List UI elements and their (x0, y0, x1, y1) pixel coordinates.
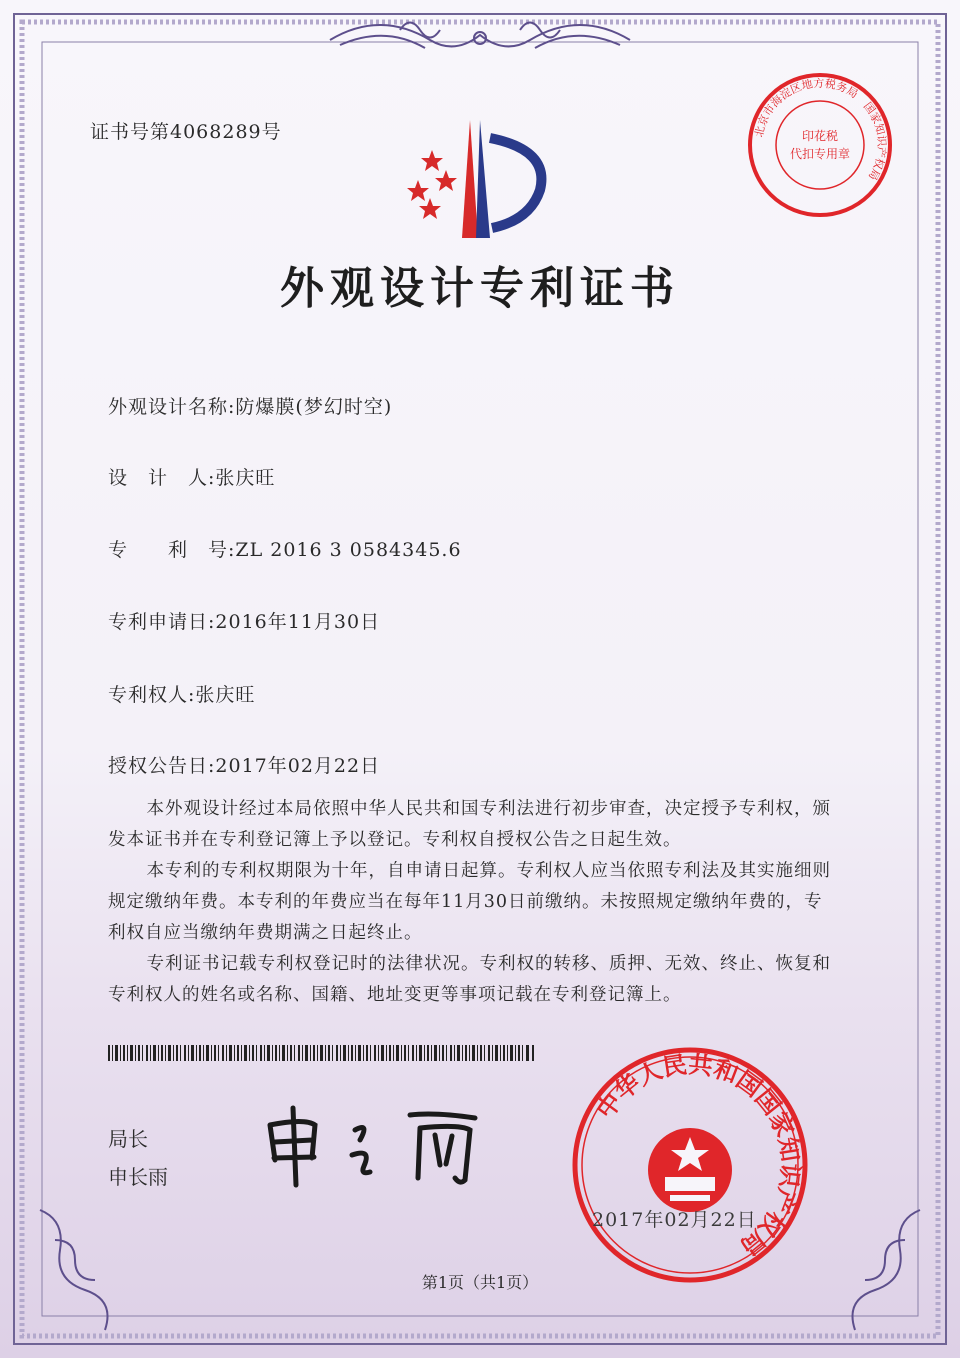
svg-text:印花税: 印花税 (801, 129, 839, 143)
field-patentee: 专利权人:张庆旺 (108, 684, 256, 706)
certificate-body (108, 794, 838, 1011)
field-patent-number: 专 利 号:ZL 2016 3 0584345.6 (108, 539, 462, 561)
field-grant-date: 授权公告日:2017年02月22日 (108, 755, 381, 777)
official-name: 申长雨 (108, 1165, 168, 1189)
page-number: 第1页（共1页） (421, 1273, 539, 1292)
certificate-number: 证书号第4068289号 (90, 121, 282, 143)
tax-stamp-seal (745, 70, 895, 220)
certificate-title: 外观设计专利证书 (280, 263, 680, 314)
sign-date: 2017年02月22日 (592, 1209, 757, 1231)
paragraph: 本外观设计经过本局依照中华人民共和国专利法进行初步审查，决定授予专利权，颁发本证书并在专利登记簿上予以登记。专利权自授权公告之日起生效。 (108, 799, 831, 850)
field-designer: 设 计 人:张庆旺 (108, 467, 276, 489)
paragraph: 本专利的专利权期限为十年，自申请日起算。专利权人应当依照专利法及其实施细则规定缴纳年费。本专利的年费应当在每年11月30日前缴纳。未按照规定缴纳年费的，专利权自应当缴纳年费期满之日起终止。 (108, 861, 831, 943)
paragraph: 专利证书记载专利权登记时的法律状况。专利权的转移、质押、无效、终止、恢复和专利权人的姓名或名称、国籍、地址变更等事项记载在专利登记簿上。 (108, 954, 831, 1005)
field-design-name: 外观设计名称:防爆膜(梦幻时空) (108, 396, 393, 418)
handwritten-signature (260, 1100, 490, 1190)
barcode (108, 1045, 536, 1061)
svg-text:代扣专用章: 代扣专用章 (789, 147, 851, 161)
national-ipo-seal (570, 1045, 810, 1285)
field-application-date: 专利申请日:2016年11月30日 (108, 611, 381, 633)
svg-text:中华人民共和国国家知识产权局: 中华人民共和国国家知识产权局 (590, 1050, 805, 1262)
svg-text:北京市海淀区地方税务局 国家知识产权局: 北京市海淀区地方税务局 国家知识产权局 (752, 76, 889, 183)
patent-office-logo-icon (400, 110, 560, 240)
official-block (108, 1120, 168, 1196)
official-title: 局长 (108, 1127, 148, 1151)
